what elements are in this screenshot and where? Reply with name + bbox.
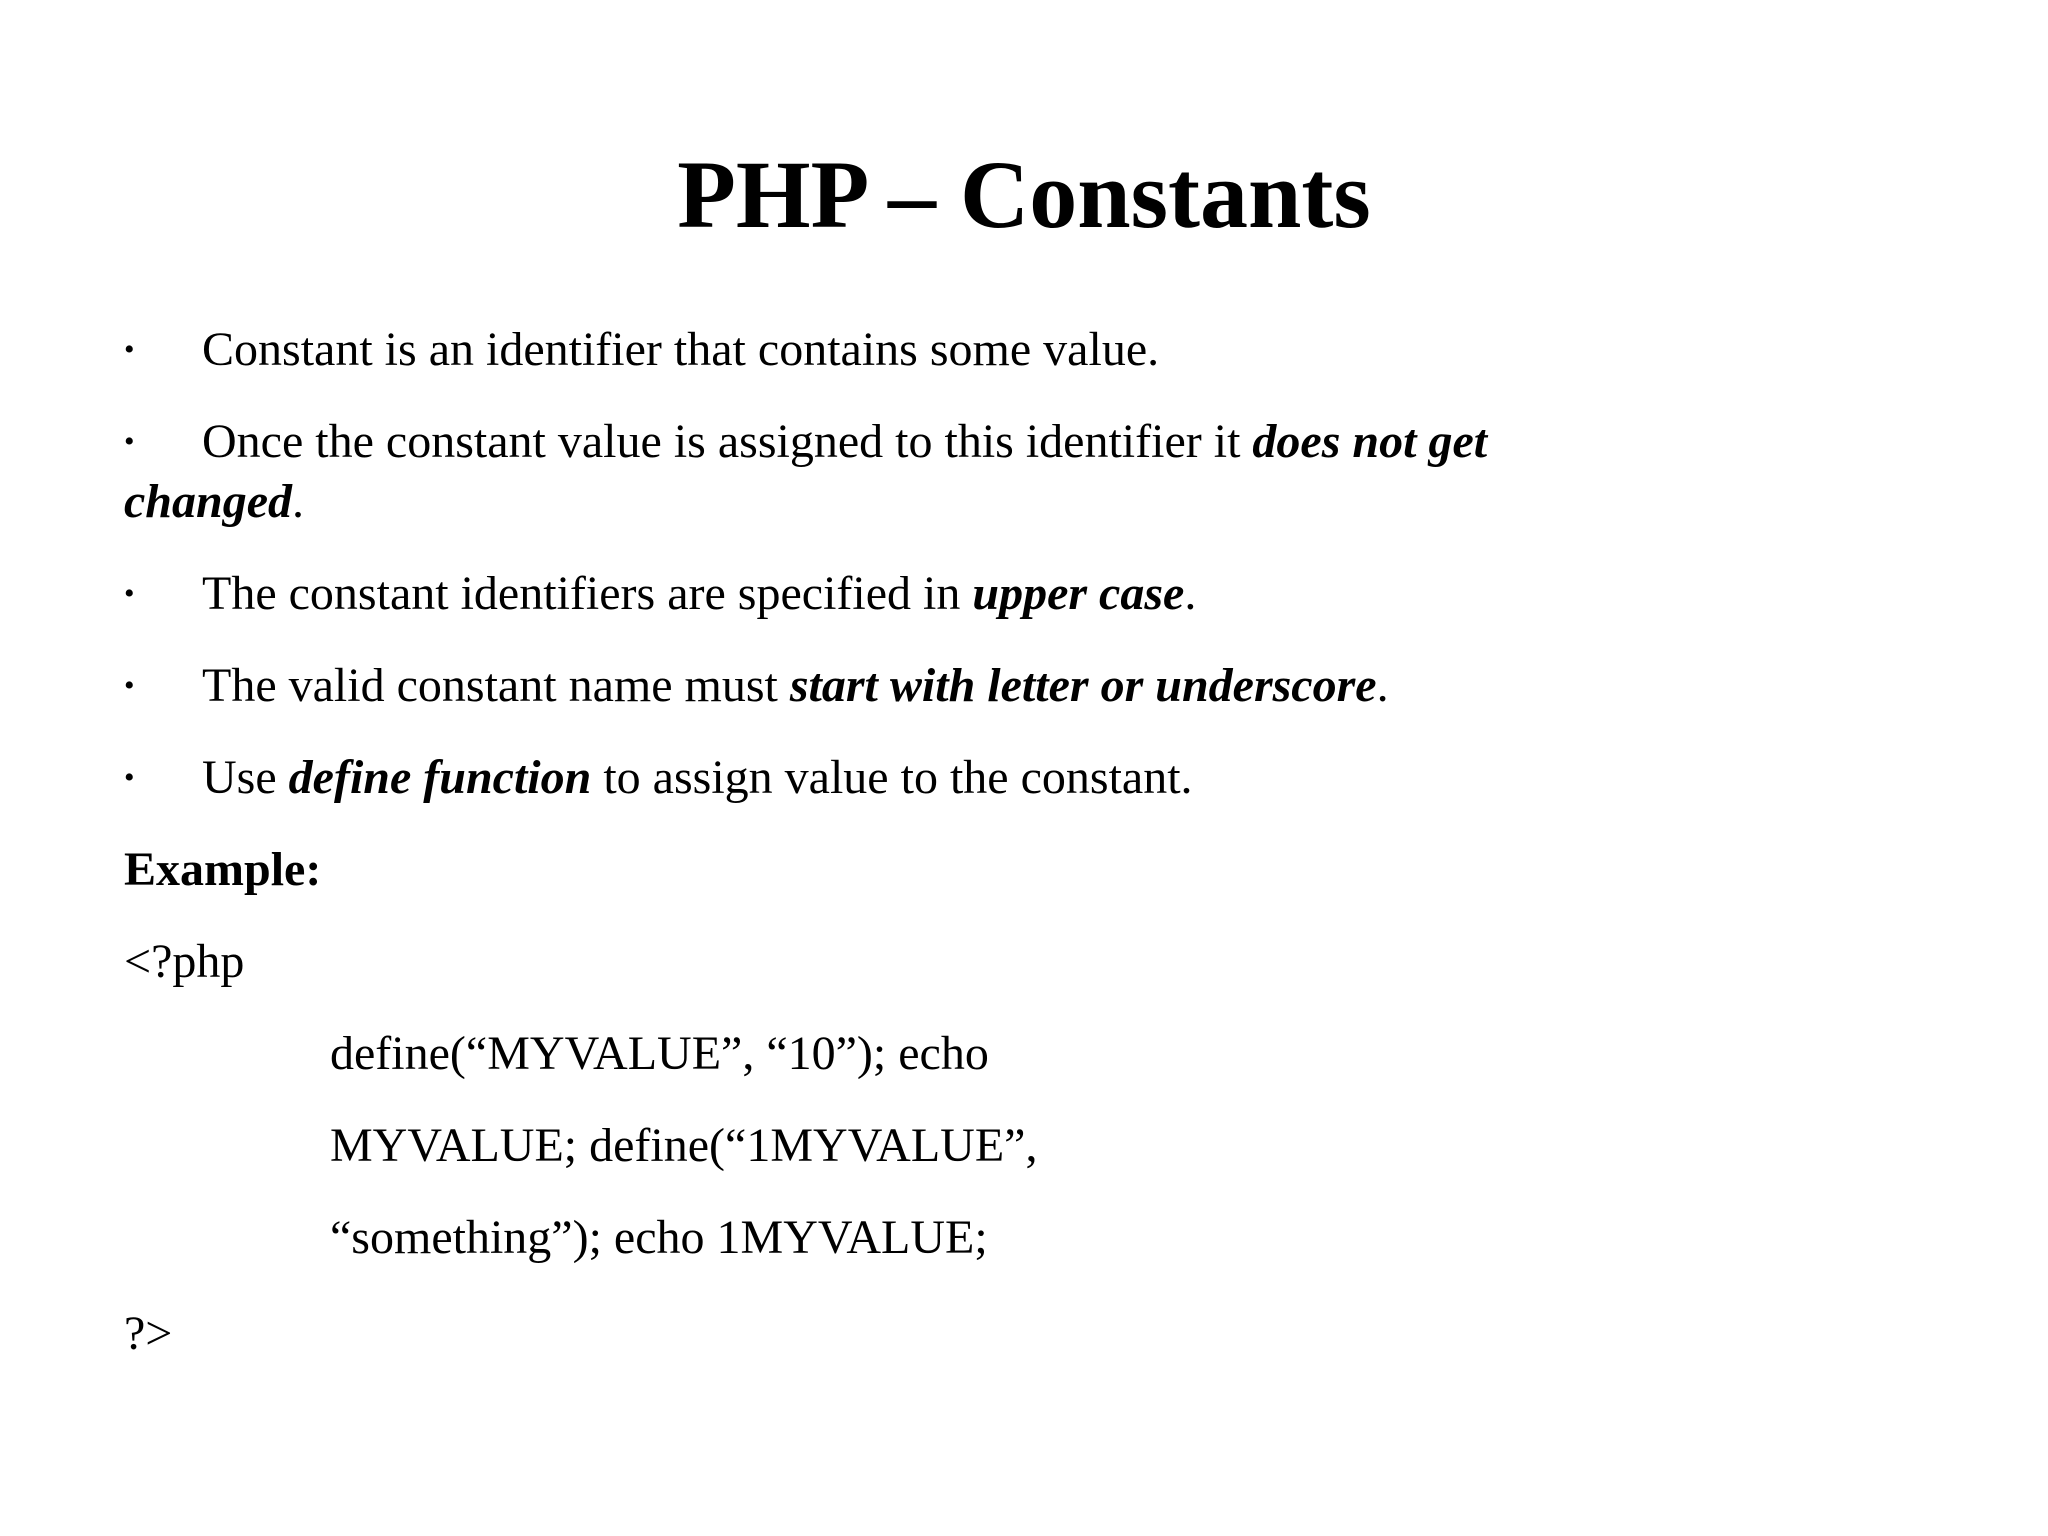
slide-title: PHP – Constants	[677, 141, 1371, 248]
bullet-emphasis: does not get	[1252, 415, 1488, 468]
bullet-marker: •	[124, 333, 135, 366]
bullet-emphasis: changed	[124, 475, 292, 528]
bullet-emphasis: upper case	[972, 567, 1185, 620]
example-label: Example:	[124, 843, 322, 896]
bullet-marker: •	[124, 425, 135, 458]
code-line-1: define(“MYVALUE”, “10”); echo	[330, 1027, 989, 1080]
bullet-marker: •	[124, 761, 135, 794]
bullet-text-end: .	[1376, 659, 1389, 712]
bullet-marker: •	[124, 577, 135, 610]
bullet-emphasis: start with letter or underscore	[789, 659, 1377, 712]
bullet-item-3	[124, 564, 1196, 624]
bullet-text-end: .	[1184, 567, 1197, 620]
bullet-text: The valid constant name must	[202, 659, 790, 712]
bullet-text: Use	[202, 751, 289, 804]
bullet-text: Constant is an identifier that contains some value.	[202, 323, 1160, 376]
bullet-item-2-continuation	[124, 472, 304, 532]
bullet-text: .	[292, 475, 304, 528]
bullet-text: Once the constant value is assigned to this identifier it	[202, 415, 1253, 468]
bullet-item-5	[124, 748, 1193, 808]
bullet-item-1	[124, 320, 1159, 380]
bullet-marker: •	[124, 669, 135, 702]
bullet-item-4	[124, 656, 1389, 716]
code-open-tag: <?php	[124, 935, 245, 988]
bullet-item-2	[124, 412, 1487, 472]
code-line-3: “something”); echo 1MYVALUE;	[330, 1211, 988, 1264]
code-close-tag: ?>	[124, 1307, 173, 1360]
bullet-text: The constant identifiers are specified in	[202, 567, 973, 620]
bullet-text-end: to assign value to the constant.	[591, 751, 1193, 804]
bullet-emphasis: define function	[288, 751, 592, 804]
code-line-2: MYVALUE; define(“1MYVALUE”,	[330, 1119, 1038, 1172]
